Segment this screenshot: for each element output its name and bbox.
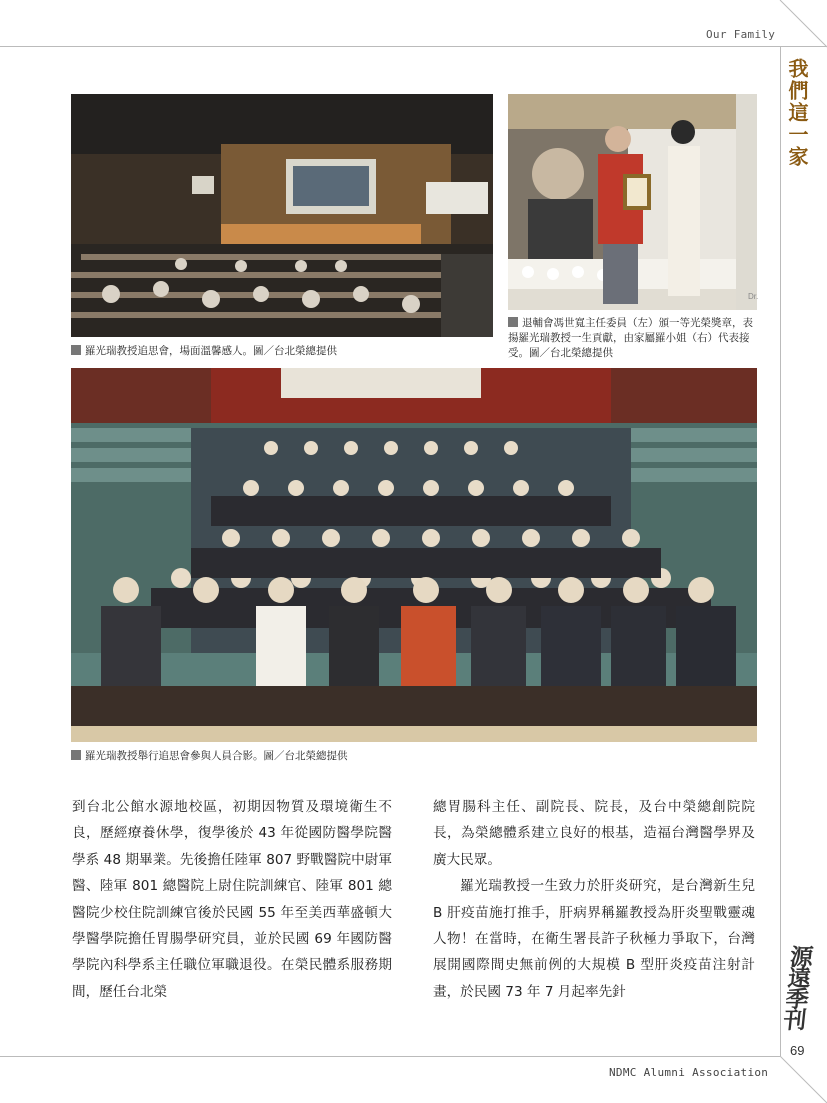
page-number: 69 xyxy=(790,1043,805,1058)
side-rule xyxy=(780,46,781,1056)
corner-ornament-top xyxy=(780,0,827,47)
photo-award-presentation xyxy=(508,94,757,310)
photo-memorial-hall xyxy=(71,94,493,337)
article-column-left xyxy=(72,794,392,1005)
caption-photo-3 xyxy=(71,749,757,764)
caption-photo-2 xyxy=(508,316,760,361)
caption-text: 羅光瑞教授追思會，場面溫馨感人。圖／台北榮總提供 xyxy=(85,345,337,357)
article-paragraph: 總胃腸科主任、副院長、院長，及台中榮總創院院長，為榮總體系建立良好的根基，造福台灣醫學界及廣大民眾。 xyxy=(433,799,755,868)
photo-group xyxy=(71,368,757,742)
masthead-calligraphy: 源遠季刊 xyxy=(778,945,815,1029)
bottom-rule xyxy=(0,1056,780,1057)
article-column-right xyxy=(433,794,755,1005)
article-paragraph: 羅光瑞教授一生致力於肝炎研究，是台灣新生兒 B 肝疫苗施打推手，肝病界稱羅教授為肝炎聖戰靈魂人物！在當時，在衛生署長許子秋極力爭取下，台灣展開國際間史無前例的大規模 B 型肝炎疫苗注射計畫，於民國 73 年 7 月起率先針 xyxy=(433,878,755,1000)
caption-photo-1 xyxy=(71,344,493,359)
article-paragraph: 到台北公館水源地校區，初期因物質及環境衛生不良，歷經療養休學，復學後於 43 年從國防醫學院醫學系 48 期畢業。先後擔任陸軍 807 野戰醫院中尉軍醫、陸軍 801 總醫院上尉住院訓練官、陸軍 801 總醫院少校住院訓練官後於民國 55 年至美西華盛頓大學醫學院擔任胃腸學研究員，並於民國 69 年國防醫學院內科學系主任職位軍職退役。在榮民體系服務期間，歷任台北榮 xyxy=(72,799,392,1000)
top-rule xyxy=(0,46,827,47)
caption-text: 羅光瑞教授舉行追思會參與人員合影。圖／台北榮總提供 xyxy=(85,750,348,762)
caption-marker xyxy=(508,317,518,327)
caption-marker xyxy=(71,345,81,355)
caption-text: 退輔會馮世寬主任委員（左）頒一等光榮獎章，表揚羅光瑞教授一生貢獻，由家屬羅小姐（右）代表接受。圖／台北榮總提供 xyxy=(508,317,753,359)
caption-marker xyxy=(71,750,81,760)
section-title-zh: 我們這一家 xyxy=(785,58,809,168)
corner-ornament-bottom xyxy=(780,1056,827,1103)
section-label-en: Our Family xyxy=(706,28,776,41)
sign-text: Dr. xyxy=(748,292,759,301)
footer-association: NDMC Alumni Association xyxy=(609,1066,769,1079)
